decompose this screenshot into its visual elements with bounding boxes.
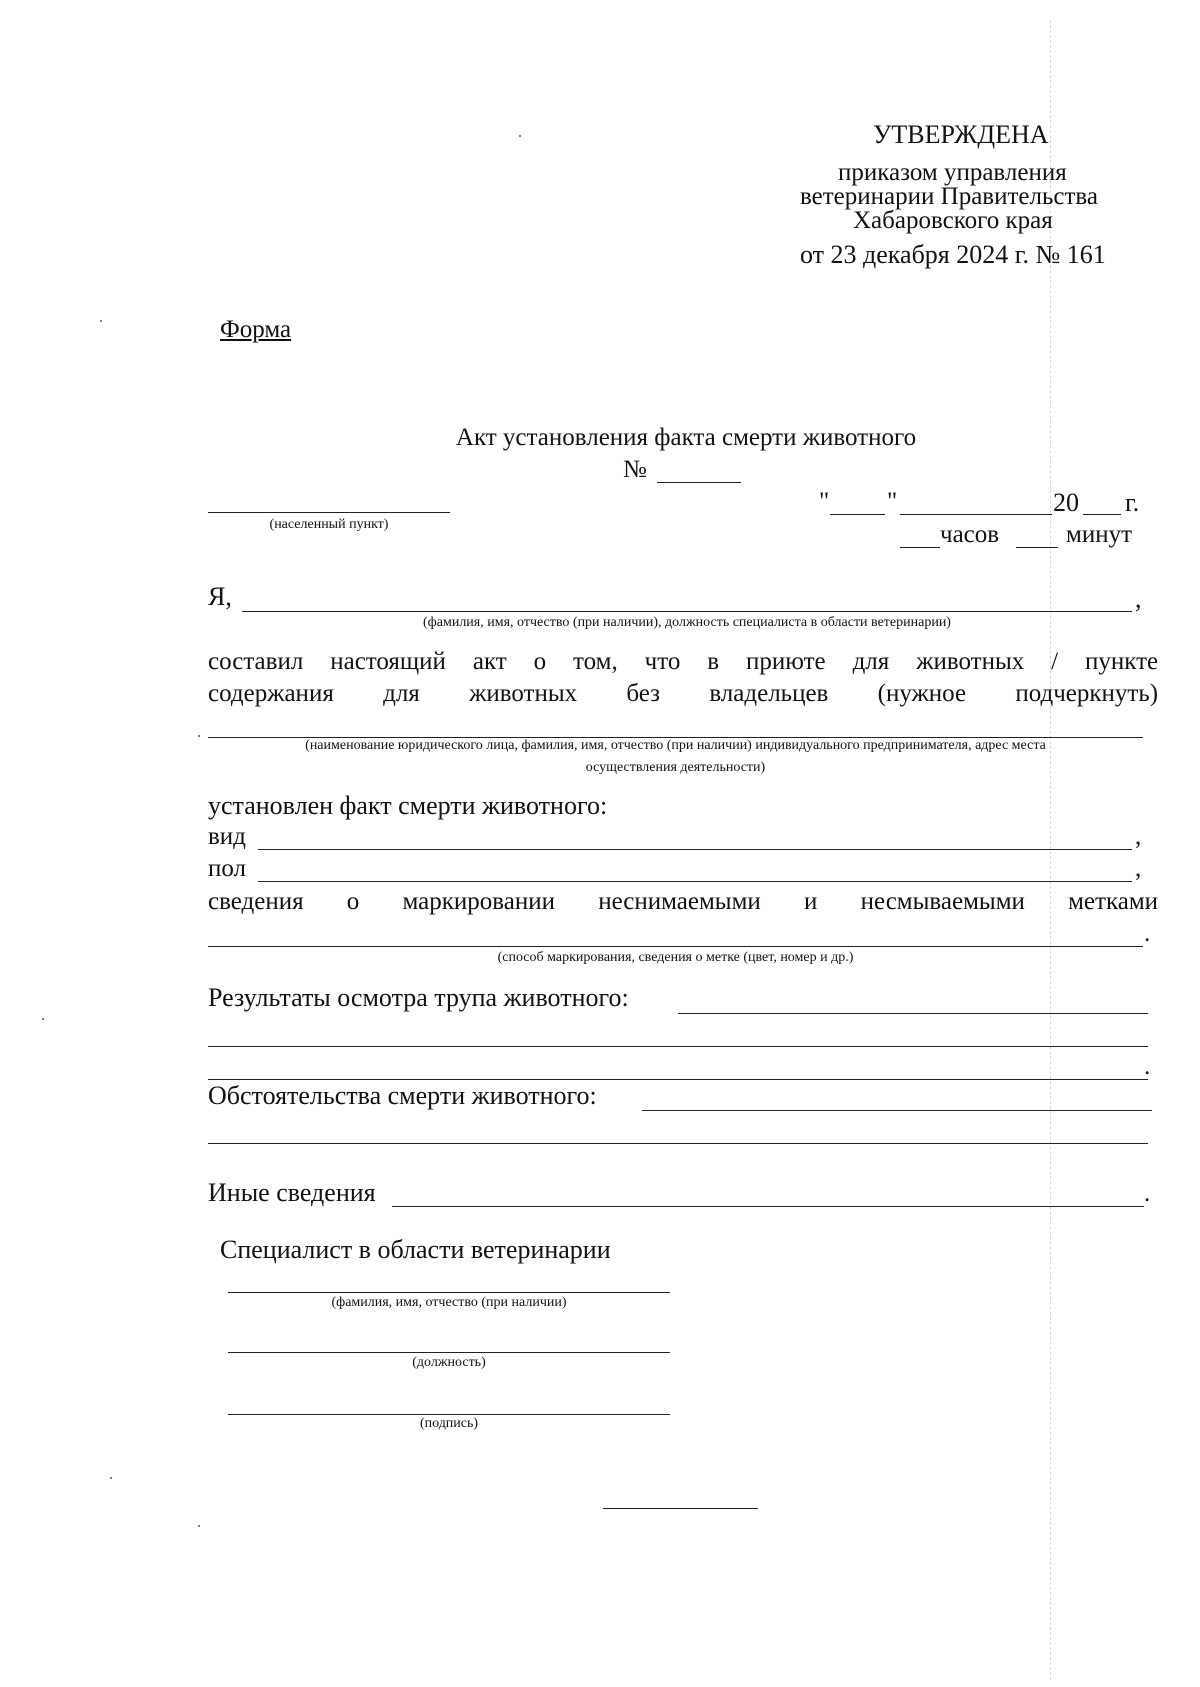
marking-field-line[interactable] — [208, 946, 1143, 947]
entity-caption-2: осуществления деятельности) — [585, 760, 766, 775]
exam-field-line-2[interactable] — [208, 1046, 1148, 1047]
species-label: вид — [208, 823, 246, 850]
compiled-line-1: составил настоящий акт о том, что в приюте для животных / пункте — [208, 648, 1159, 675]
date-quote-close: " — [887, 488, 898, 515]
exam-field-line-1[interactable] — [678, 1013, 1148, 1014]
compiled-line-2: содержания для животных без владельцев (нужное подчеркнуть) — [208, 680, 1159, 707]
approval-line-1: приказом управления — [838, 159, 1067, 186]
sign-name-caption: (фамилия, имя, отчество (при наличии) — [331, 1295, 567, 1310]
approval-date-line: от 23 декабря 2024 г. № 161 — [800, 240, 1106, 269]
marking-period: . — [1144, 920, 1151, 947]
specialist-heading: Специалист в области ветеринарии — [220, 1235, 611, 1264]
hours-label: часов — [940, 521, 1000, 548]
sign-signature-caption: (подпись) — [419, 1416, 479, 1431]
other-info-field-line[interactable] — [392, 1206, 1144, 1207]
minutes-label: минут — [1066, 521, 1133, 548]
settlement-field-line[interactable] — [208, 512, 450, 513]
sex-field-line[interactable] — [258, 881, 1132, 882]
number-label: № — [623, 456, 647, 483]
approval-line-2: ветеринарии Правительства — [800, 183, 1098, 210]
form-label: Форма — [220, 316, 292, 343]
specialist-field-line[interactable] — [242, 611, 1132, 612]
death-established: установлен факт смерти животного: — [208, 791, 608, 820]
marking-line: сведения о маркировании неснимаемыми и несмываемыми метками — [208, 888, 1159, 915]
scan-speck — [198, 735, 200, 737]
scan-speck — [110, 1477, 112, 1479]
year-field-line[interactable] — [1083, 514, 1121, 515]
exam-results-label: Результаты осмотра трупа животного: — [208, 983, 629, 1012]
circumstances-field-line-1[interactable] — [642, 1110, 1152, 1111]
settlement-caption: (населенный пункт) — [269, 517, 389, 532]
specialist-comma: , — [1135, 584, 1142, 613]
scan-speck — [100, 320, 102, 322]
exam-period: . — [1144, 1053, 1151, 1080]
sign-position-caption: (должность) — [412, 1355, 486, 1370]
sign-position-field-line[interactable] — [228, 1352, 670, 1353]
circumstances-field-line-2[interactable] — [208, 1143, 1148, 1144]
species-comma: , — [1135, 823, 1142, 850]
month-field-line[interactable] — [900, 514, 1052, 515]
minutes-field-line[interactable] — [1016, 547, 1058, 548]
scan-speck — [519, 135, 521, 137]
hours-field-line[interactable] — [900, 547, 940, 548]
i-prefix: Я, — [208, 582, 232, 611]
sex-comma: , — [1135, 855, 1142, 882]
entity-caption-1: (наименование юридического лица, фамилия, имя, отчество (при наличии) индивидуального предпринимателя, адрес места — [305, 738, 1046, 753]
document-title: Акт установления факта смерти животного — [455, 424, 917, 451]
number-field-line[interactable] — [657, 482, 741, 483]
approval-heading: УТВЕРЖДЕНА — [873, 120, 1049, 149]
closing-rule — [603, 1508, 758, 1509]
exam-field-line-3[interactable] — [208, 1079, 1148, 1080]
marking-caption: (способ маркирования, сведения о метке (цвет, номер и др.) — [497, 950, 854, 965]
sign-name-field-line[interactable] — [228, 1292, 670, 1293]
species-field-line[interactable] — [258, 849, 1132, 850]
circumstances-label: Обстоятельства смерти животного: — [208, 1081, 597, 1110]
year-suffix: г. — [1125, 488, 1140, 517]
other-info-period: . — [1144, 1180, 1151, 1207]
sex-label: пол — [208, 855, 247, 882]
date-quote-open: " — [819, 488, 830, 515]
other-info-label: Иные сведения — [208, 1178, 376, 1207]
approval-line-3: Хабаровского края — [853, 207, 1053, 234]
year-prefix: 20 — [1053, 488, 1079, 517]
scan-speck — [42, 1018, 44, 1020]
day-field-line[interactable] — [830, 514, 885, 515]
specialist-caption: (фамилия, имя, отчество (при наличии), должность специалиста в области ветеринарии) — [423, 615, 951, 630]
sign-signature-field-line[interactable] — [228, 1414, 670, 1415]
scan-speck — [198, 1525, 200, 1527]
